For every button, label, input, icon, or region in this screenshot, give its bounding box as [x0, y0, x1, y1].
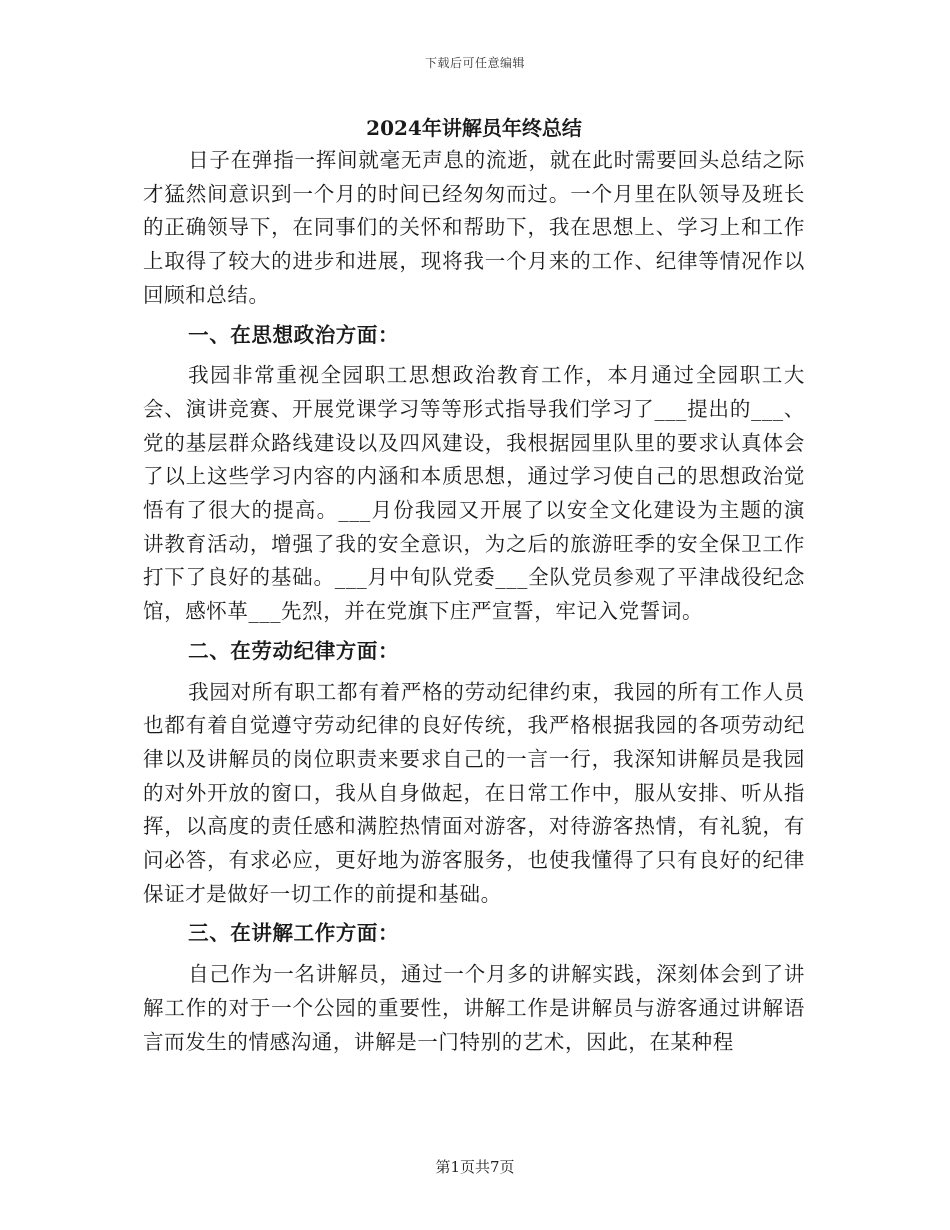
section-heading-3: 三、在讲解工作方面：: [188, 921, 400, 946]
page-number: 第1页共7页: [435, 1158, 515, 1176]
section-heading-2: 二、在劳动纪律方面：: [188, 638, 400, 663]
header-note: 下载后可任意编辑: [424, 56, 525, 70]
section-body-1: 我园非常重视全园职工思想政治教育工作，本月通过全园职工大会、演讲竞赛、开展党课学习等等形式指导我们学习了___提出的___、党的基层群众路线建设以及四风建设，我根据园里队里的要求认真体会了以上这些学习内容的内涵和本质思想，通过学习使自己的思想政治觉悟有了很大的提高。___月份我园又开展了以安全文化建设为主题的演讲教育活动，增强了我的安全意识，为之后的旅游旺季的安全保卫工作打下了良好的基础。___月中旬队党委___全队党员参观了平津战役纪念馆，感怀革___先烈，并在党旗下庄严宣誓，牢记入党誓词。: [143, 363, 805, 624]
intro-paragraph: 日子在弹指一挥间就毫无声息的流逝，就在此时需要回头总结之际才猛然间意识到一个月的时间已经匆匆而过。一个月里在队领导及班长的正确领导下，在同事们的关怀和帮助下，我在思想上、学习上和工作上取得了较大的进步和进展，现将我一个月来的工作、纪律等情况作以回顾和总结。: [143, 148, 805, 307]
section-body-3: 自己作为一名讲解员，通过一个月多的讲解实践，深刻体会到了讲解工作的对于一个公园的重要性，讲解工作是讲解员与游客通过讲解语言而发生的情感沟通，讲解是一门特别的艺术，因此，在某种程: [143, 962, 805, 1054]
section-heading-1: 一、在思想政治方面：: [188, 322, 400, 347]
document-title: 2024年讲解员年终总结: [366, 116, 582, 140]
document-content: [143, 112, 805, 1059]
section-body-2: 我园对所有职工都有着严格的劳动纪律约束，我园的所有工作人员也都有着自觉遵守劳动纪律的良好传统，我严格根据我园的各项劳动纪律以及讲解员的岗位职责来要求自己的一言一行，我深知讲解员是我园的对外开放的窗口，我从自身做起，在日常工作中，服从安排、听从指挥，以高度的责任感和满腔热情面对游客，对待游客热情，有礼貌，有问必答，有求必应，更好地为游客服务，也使我懂得了只有良好的纪律保证才是做好一切工作的前提和基础。: [143, 679, 805, 906]
